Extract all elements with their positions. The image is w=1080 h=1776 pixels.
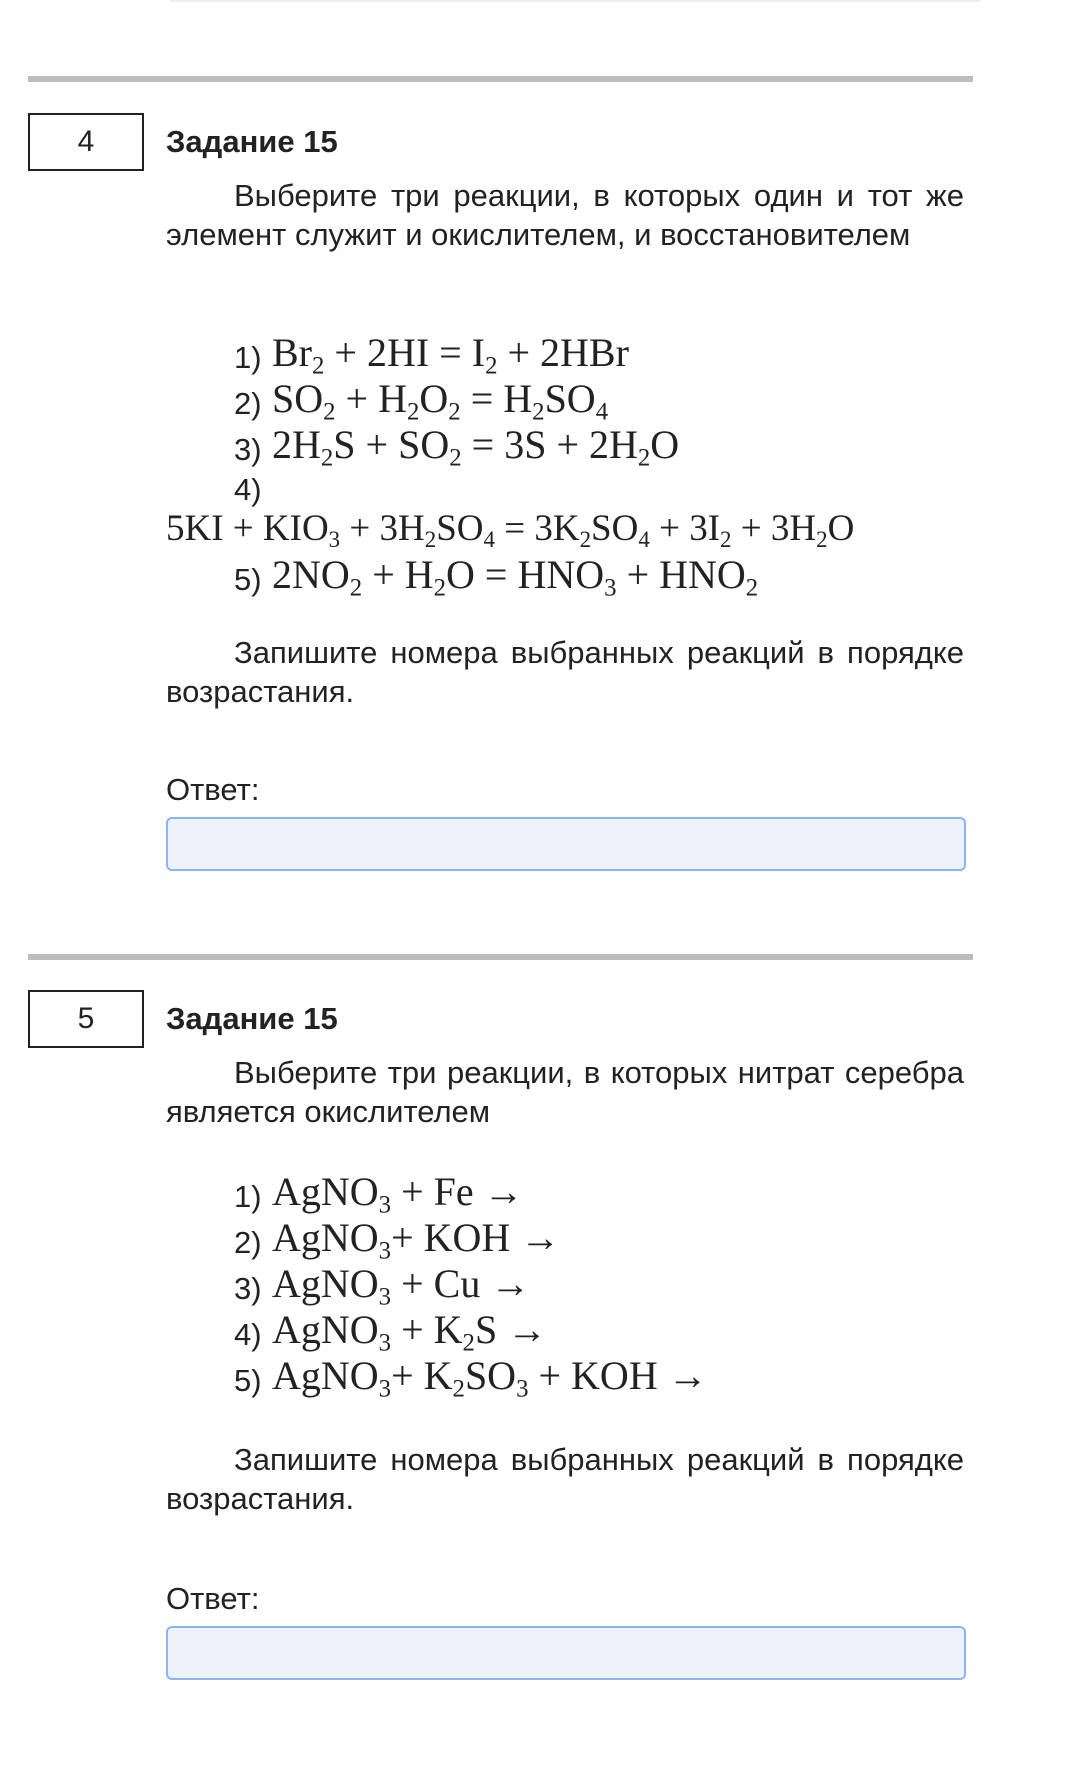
reaction-number: 1) [234, 1179, 262, 1214]
reaction-formula: $5KI + KIO_3 + 3H_2SO_4 = 3K_2SO_4 + 3I_2 + 3H_2O$ [166, 508, 855, 552]
reaction-list [166, 1169, 966, 1403]
reaction-item [166, 1261, 966, 1311]
reaction-formula: AgNO$_3$ + Cu → [272, 1261, 531, 1311]
task-title: Задание 15 [166, 124, 338, 159]
task-number-box: 5 [28, 990, 144, 1048]
reaction-number: 4) [234, 1317, 262, 1352]
reaction-item [166, 1215, 966, 1265]
reaction-formula: $SO_2 + H_2O_2 = H_2SO_4$ [272, 376, 609, 426]
reaction-number: 2) [234, 386, 262, 421]
reaction-number: 4) [234, 472, 262, 507]
task-instruction: Запишите номера выбранных реакций в порядке возрастания. [166, 635, 964, 709]
task-title: Задание 15 [166, 1001, 338, 1036]
answer-label: Ответ: [166, 1581, 260, 1616]
task-question: Выберите три реакции, в которых нитрат серебра является окислителем [166, 1055, 964, 1129]
reaction-item [166, 330, 966, 380]
task-divider [28, 76, 973, 82]
task-instruction: Запишите номера выбранных реакций в порядке возрастания. [166, 1442, 964, 1516]
reaction-item [166, 1307, 966, 1357]
reaction-item [166, 506, 966, 552]
reaction-number: 3) [234, 1271, 262, 1306]
reaction-number: 1) [234, 340, 262, 375]
task-divider [28, 954, 973, 960]
reaction-item [166, 552, 966, 602]
answer-input[interactable] [166, 817, 966, 871]
reaction-item [166, 1169, 966, 1219]
reaction-formula: AgNO$_3$ + $K_2S$ → [272, 1307, 548, 1357]
reaction-list [166, 330, 966, 602]
task-number-box: 4 [28, 113, 144, 171]
reaction-item [166, 422, 966, 472]
reaction-formula: AgNO$_3$+ KOH → [272, 1215, 561, 1265]
reaction-number: 2) [234, 1225, 262, 1260]
reaction-item [166, 376, 966, 426]
reaction-item [166, 1353, 966, 1403]
reaction-number: 5) [234, 1363, 262, 1398]
answer-label: Ответ: [166, 772, 260, 807]
reaction-number: 3) [234, 432, 262, 467]
reaction-formula: $Br_2 + 2HI = I_2 + 2HBr$ [272, 330, 629, 380]
reaction-formula: $2H_2S + SO_2 = 3S + 2H_2O$ [272, 422, 680, 472]
reaction-formula: $2NO_2 + H_2O = HNO_3 + HNO_2$ [272, 552, 759, 602]
reaction-formula: AgNO$_3$+ $K_2SO_3$ + KOH → [272, 1353, 708, 1403]
reaction-number: 5) [234, 562, 262, 597]
task-question: Выберите три реакции, в которых один и тот же элемент служит и окислителем, и восстановителем [166, 178, 964, 252]
reaction-formula: AgNO$_3$ + Fe → [272, 1169, 524, 1219]
previous-task-border [170, 0, 980, 2]
reaction-item [166, 468, 966, 506]
answer-input[interactable] [166, 1626, 966, 1680]
